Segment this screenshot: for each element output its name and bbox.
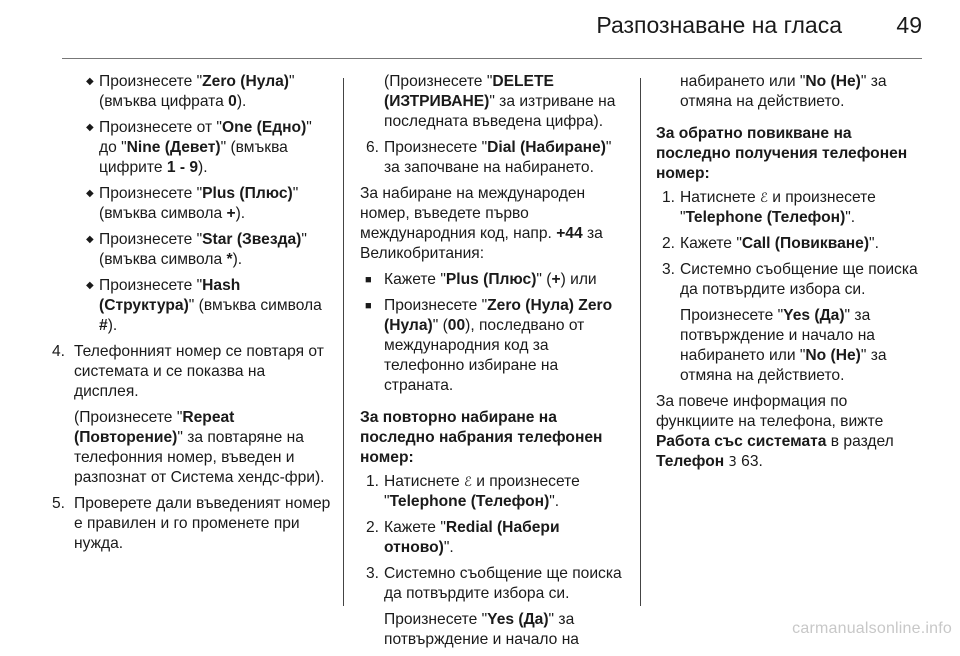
list-item: ◆ Произнесете от "One (Едно)" до "Nine (Девет)" (вмъква цифрите 1 - 9). — [86, 119, 312, 176]
list-item: ◆ Произнесете "Star (Звезда)" (вмъква символа *). — [86, 231, 307, 268]
microphone-voice-icon: ℰ — [759, 190, 768, 205]
page-header — [0, 0, 960, 62]
list-item: ■ Кажете "Plus (Плюс)" (+) или — [365, 271, 597, 288]
list-item: ◆ Произнесете "Plus (Плюс)" (вмъква символа +). — [86, 185, 299, 222]
numbered-item: 4. Телефонният номер се повтаря от системата и се показва на дисплея. — [52, 343, 324, 400]
column-1 — [52, 72, 332, 560]
numbered-item: 3. Системно съобщение ще поиска да потвърдите избора си. — [366, 565, 622, 602]
numbered-item: 1. Натиснете ℰ и произнесете "Telephone (Телефон)". — [366, 473, 580, 510]
list-item: ◆ Произнесете "Hash (Структура)" (вмъква символа #). — [86, 277, 322, 334]
numbered-item: 1. Натиснете ℰ и произнесете "Telephone (Телефон)". — [662, 189, 876, 226]
numbered-item: 6. Произнесете "Dial (Набиране)" за започване на набирането. — [366, 139, 612, 176]
numbered-item-note: (Произнесете "Repeat (Повторение)" за повтаряне на телефонния номер, въведен и разпознат от Система хендс-фри). — [74, 409, 325, 486]
continued-note: (Произнесете "DELETE (ИЗТРИВАНЕ)" за изтриване на последната въведена цифра). — [384, 73, 616, 130]
numbered-item: 3. Системно съобщение ще поиска да потвърдите избора си. — [662, 261, 918, 298]
numbered-item: 2. Кажете "Call (Повикване)". — [662, 235, 879, 252]
numbered-item-note: Произнесете "Yes (Да)" за потвърждение и начало на набирането или "No (Не)" за отмяна на действието. — [680, 307, 887, 384]
continued-note: набирането или "No (Не)" за отмяна на действието. — [680, 73, 887, 110]
bullet-diamond-icon: ◆ — [86, 122, 94, 133]
watermark: carmanualsonline.info — [792, 620, 952, 637]
bullet-square-icon: ■ — [365, 300, 372, 312]
bullet-diamond-icon: ◆ — [86, 234, 94, 245]
section-heading: За повторно набиране на последно набрания телефонен номер: — [360, 409, 603, 466]
bullet-diamond-icon: ◆ — [86, 280, 94, 291]
cross-reference-link[interactable]: Работа със системата — [656, 433, 827, 450]
list-item: ◆ Произнесете "Zero (Нула)" (вмъква цифрата 0). — [86, 73, 295, 110]
paragraph: За набиране на международен номер, въведете първо международния код, напр. +44 за Великобритания: — [360, 185, 603, 262]
numbered-item-note: Произнесете "Yes (Да)" за потвърждение и начало на — [384, 611, 579, 648]
column-divider-1 — [343, 78, 344, 606]
bullet-square-icon: ■ — [365, 274, 372, 286]
cross-reference-link[interactable]: Телефон — [656, 453, 725, 470]
section-heading: За обратно повикване на последно получения телефонен номер: — [656, 125, 908, 182]
numbered-item: 5. Проверете дали въведеният номер е правилен и го променете при нужда. — [52, 495, 331, 552]
list-item: ■ Произнесете "Zero (Нула) Zero (Нула)" (00), последвано от международния код за телефонно избиране на страната. — [365, 297, 613, 394]
numbered-item: 2. Кажете "Redial (Набери отново)". — [366, 519, 560, 556]
column-divider-2 — [640, 78, 641, 606]
microphone-voice-icon: ℰ — [463, 474, 472, 489]
page-title: Разпознаване на гласа — [596, 12, 842, 38]
column-3 — [656, 72, 924, 479]
page-number: 49 — [896, 12, 922, 38]
paragraph: За повече информация по функциите на телефона, вижте Работа със системата в раздел Телефон 3 63. — [656, 393, 894, 470]
arrow-right-icon: 3 — [728, 455, 737, 470]
column-2 — [360, 72, 628, 656]
bullet-diamond-icon: ◆ — [86, 76, 94, 87]
bullet-diamond-icon: ◆ — [86, 188, 94, 199]
header-divider — [62, 58, 922, 59]
